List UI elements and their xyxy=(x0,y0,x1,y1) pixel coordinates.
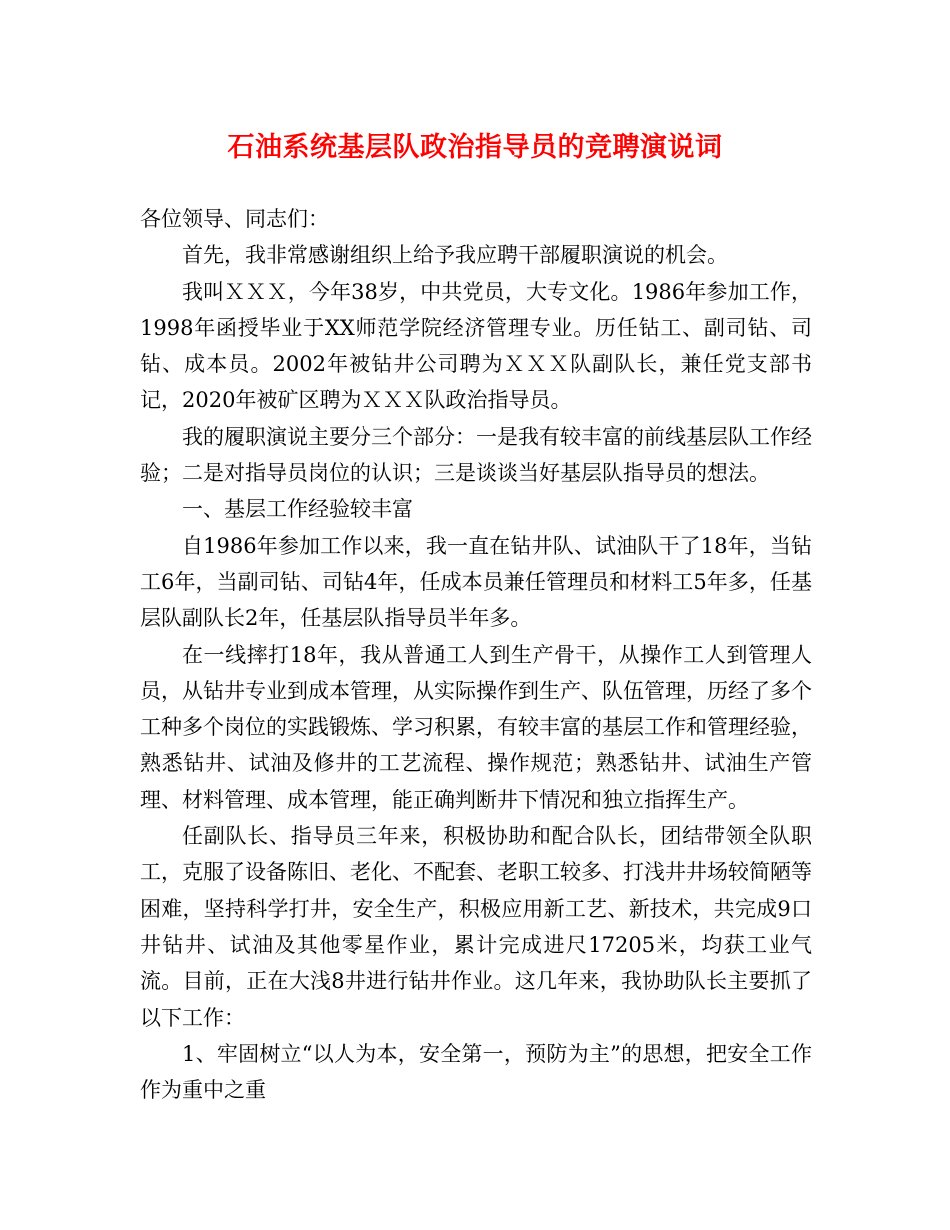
paragraph: 在一线摔打18年，我从普通工人到生产骨干，从操作工人到管理人员，从钻井专业到成本管理，从实际操作到生产、队伍管理，历经了多个工种多个岗位的实践锻炼、学习积累，有较丰富的基层工作和管理经验，熟悉钻井、试油及修井的工艺流程、操作规范；熟悉钻井、试油生产管理、材料管理、成本管理，能正确判断井下情况和独立指挥生产。 xyxy=(140,642,812,812)
paragraph: 自1986年参加工作以来，我一直在钻井队、试油队干了18年，当钻工6年，当副司钻、司钻4年，任成本员兼任管理员和材料工5年多，任基层队副队长2年，任基层队指导员半年多。 xyxy=(140,533,812,631)
paragraph: 我叫ＸＸＸ，今年38岁，中共党员，大专文化。1986年参加工作，1998年函授毕业于XX师范学院经济管理专业。历任钻工、副司钻、司钻、成本员。2002年被钻井公司聘为ＸＸＸ队副队长，兼任党支部书记，2020年被矿区聘为ＸＸＸ队政治指导员。 xyxy=(140,279,812,413)
paragraph: 任副队长、指导员三年来，积极协助和配合队长，团结带领全队职工，克服了设备陈旧、老化、不配套、老职工较多、打浅井井场较简陋等困难，坚持科学打井，安全生产，积极应用新工艺、新技术，共完成9口井钻井、试油及其他零星作业，累计完成进尺17205米，均获工业气流。目前，正在大浅8井进行钻井作业。这几年来，我协助队长主要抓了以下工作： xyxy=(140,824,812,1030)
document-body xyxy=(140,201,812,1108)
paragraph: 首先，我非常感谢组织上给予我应聘干部履职演说的机会。 xyxy=(182,243,728,268)
paragraph: 我的履职演说主要分三个部分：一是我有较丰富的前线基层队工作经验；二是对指导员岗位的认识；三是谈谈当好基层队指导员的想法。 xyxy=(140,424,812,486)
salutation: 各位领导、同志们： xyxy=(140,207,329,231)
section-heading: 一、基层工作经验较丰富 xyxy=(182,497,413,522)
paragraph: 1、牢固树立“以人为本，安全第一，预防为主”的思想，把安全工作作为重中之重 xyxy=(140,1041,812,1103)
document-title: 石油系统基层队政治指导员的竞聘演说词 xyxy=(227,132,723,163)
